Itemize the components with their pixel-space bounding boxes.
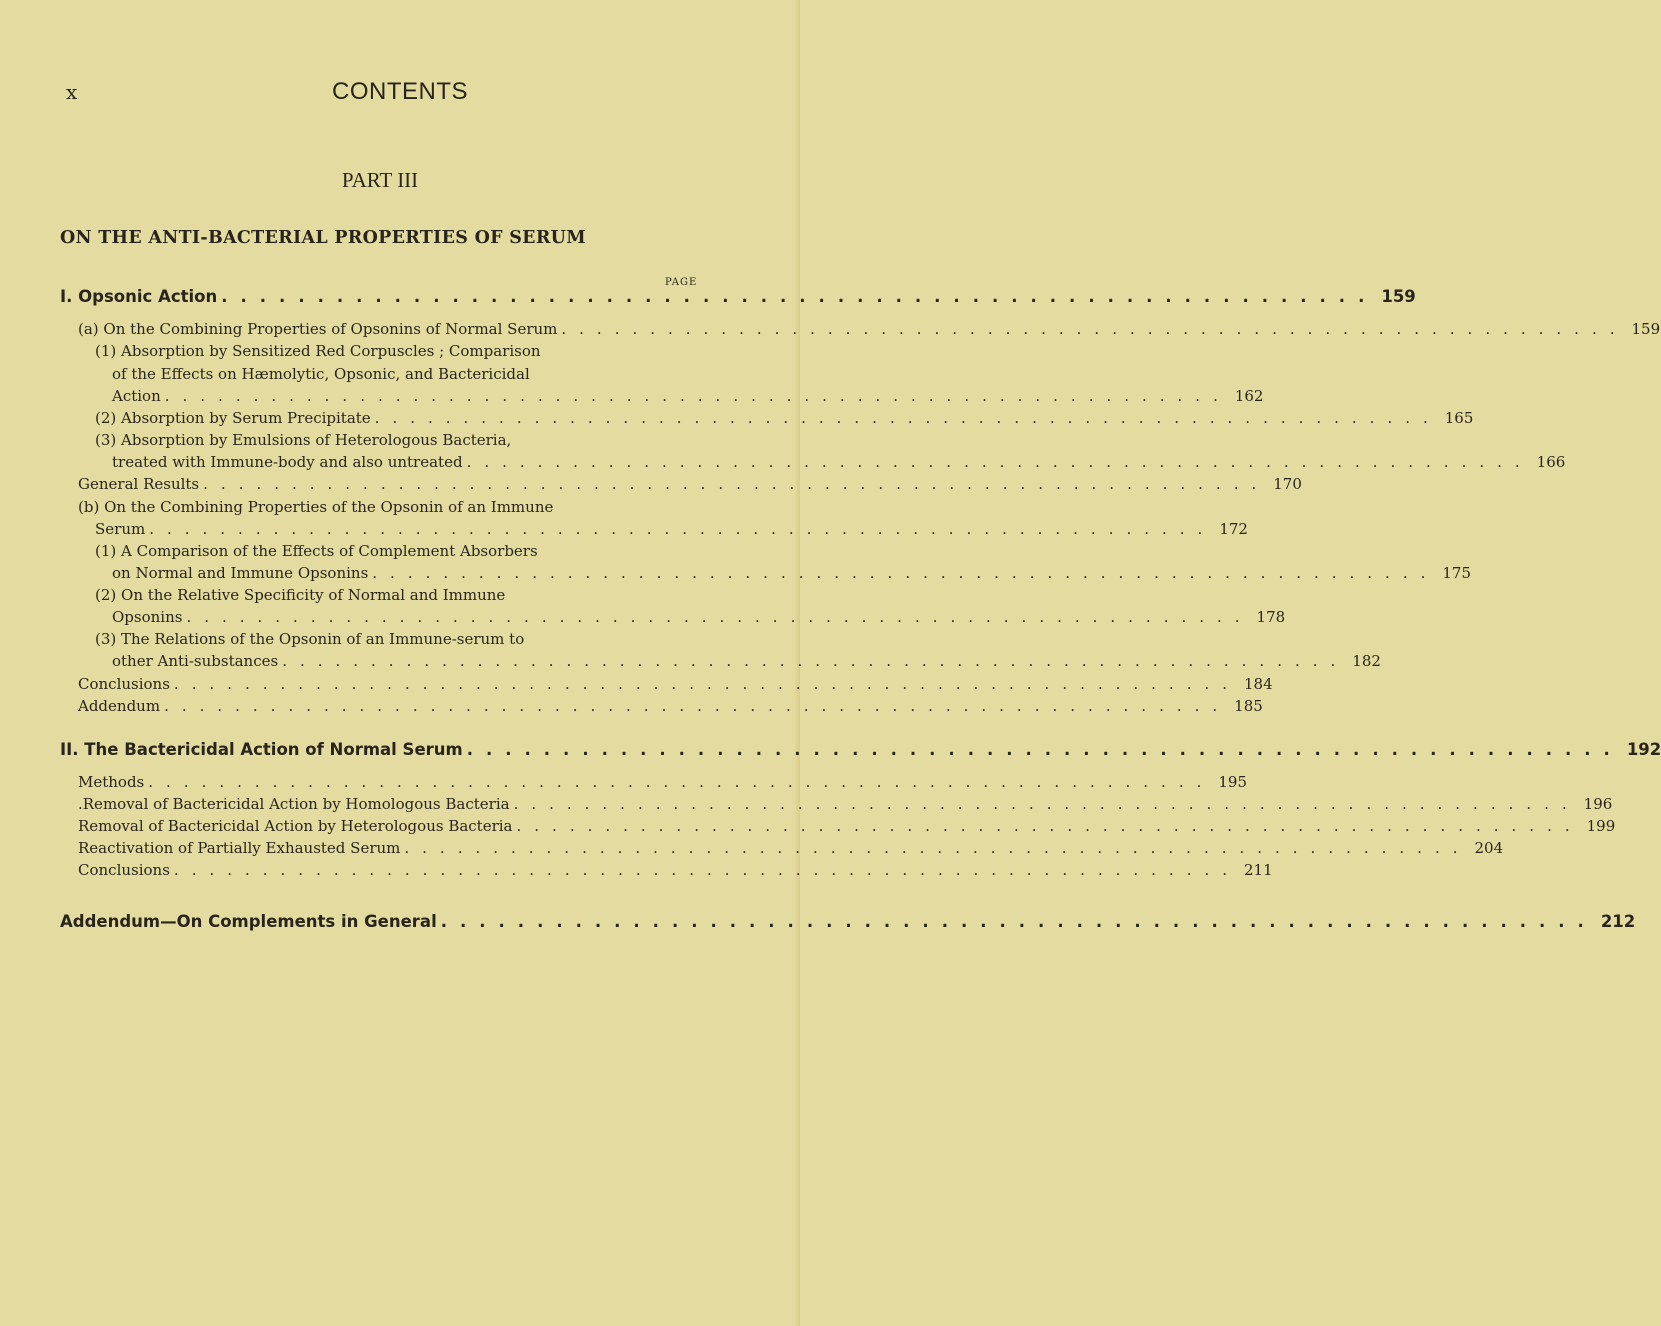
toc-entry-title: (a) On the Combining Properties of Opsonins of Normal Serum (78, 320, 558, 338)
page-column-label: PAGE (665, 277, 698, 288)
dot-leader: ............................................................ (148, 773, 1215, 791)
toc-entry (78, 773, 1247, 791)
toc-entry-title: II. The Bactericidal Action of Normal Serum (60, 740, 463, 759)
toc-entry-title: of the Effects on Hæmolytic, Opsonic, and Bactericidal (112, 365, 530, 383)
toc-entry (95, 586, 505, 604)
toc-entry-page: 195 (1218, 773, 1247, 791)
toc-entry-title: (3) The Relations of the Opsonin of an Immune-serum to (95, 630, 525, 648)
toc-entry-page: 211 (1244, 861, 1273, 879)
toc-entry (112, 365, 530, 383)
toc-entry (95, 342, 541, 360)
toc-entry-page: 192 (1626, 740, 1661, 759)
toc-entry-title: (2) Absorption by Serum Precipitate (95, 409, 371, 427)
toc-entry-page: 165 (1444, 409, 1474, 427)
toc-entry-page: 185 (1234, 697, 1263, 715)
toc-entry (78, 839, 1504, 857)
dot-leader: ............................................................ (203, 475, 1270, 493)
toc-entry-title: Conclusions (78, 861, 170, 879)
dot-leader: ............................................................ (374, 409, 1441, 427)
toc-entry-title: other Anti-substances (112, 652, 279, 670)
toc-entry-page: 199 (1586, 817, 1616, 835)
toc-entry-page: 159 (1631, 320, 1661, 338)
toc-entry-page: 170 (1273, 475, 1302, 493)
toc-entry (60, 740, 1661, 759)
toc-entry-title: General Results (78, 475, 200, 493)
toc-entry (78, 475, 1302, 493)
part-title: PART III (341, 168, 419, 192)
toc-entry-page: 204 (1474, 839, 1504, 857)
dot-leader: ............................................................ (149, 520, 1216, 538)
toc-entry (95, 431, 511, 449)
toc-entry-title: (b) On the Combining Properties of the Opsonin of an Immune (78, 498, 554, 516)
toc-entry (95, 520, 1248, 538)
toc-entry-page: 178 (1256, 608, 1286, 626)
toc-entry (60, 912, 1636, 931)
toc-entry-page: 166 (1536, 453, 1566, 471)
toc-entry-title: Conclusions (78, 675, 170, 693)
toc-entry-page: 184 (1244, 675, 1273, 693)
running-title: CONTENTS (332, 78, 468, 105)
dot-leader: ............................................................ (173, 675, 1241, 693)
toc-entry-page: 172 (1219, 520, 1248, 538)
dot-leader: ............................................................ (164, 387, 1231, 405)
toc-entry (112, 652, 1381, 670)
dot-leader: ............................................................ (164, 697, 1231, 715)
toc-entry-title: (2) On the Relative Specificity of Normal and Immune (95, 586, 506, 604)
toc-entry (78, 697, 1263, 715)
toc-entry-title: (1) Absorption by Sensitized Red Corpuscles ; Comparison (95, 342, 541, 360)
dot-leader: ............................................................ (516, 817, 1583, 835)
toc-entry-page: 182 (1352, 652, 1381, 670)
toc-entry (60, 287, 1416, 306)
toc-entry-title: Action (112, 387, 161, 405)
toc-entry-title: Addendum (78, 697, 161, 715)
toc-entry (112, 453, 1566, 471)
toc-entry-page: 175 (1442, 564, 1472, 582)
dot-leader: ............................................................ (186, 608, 1253, 626)
dot-leader: ............................................................ (561, 320, 1628, 338)
toc-entry (95, 630, 524, 648)
toc-entry-title: Opsonins (112, 608, 183, 626)
toc-entry-title: I. Opsonic Action (60, 287, 218, 306)
toc-entry-title: .Removal of Bactericidal Action by Homologous Bacteria (78, 795, 510, 813)
toc-entry-title: Serum (95, 520, 146, 538)
toc-entry-title: (3) Absorption by Emulsions of Heterologous Bacteria, (95, 431, 512, 449)
toc-entry (78, 675, 1273, 693)
toc-entry-page: 212 (1600, 912, 1636, 931)
dot-leader: ............................................................ (513, 795, 1580, 813)
dot-leader: ............................................................ (221, 287, 1378, 306)
toc-entry-title: Methods (78, 773, 145, 791)
toc-entry (112, 387, 1264, 405)
toc-entry (78, 320, 1661, 338)
dot-leader: ............................................................ (440, 912, 1597, 931)
toc-entry-page: 196 (1583, 795, 1613, 813)
toc-entry (112, 564, 1472, 582)
dot-leader: ............................................................ (466, 453, 1533, 471)
dot-leader: ............................................................ (372, 564, 1439, 582)
toc-entry (95, 542, 538, 560)
dot-leader: ............................................................ (282, 652, 1349, 670)
dot-leader: ............................................................ (466, 740, 1623, 759)
toc-entry (95, 409, 1474, 427)
toc-entry (78, 498, 553, 516)
dot-leader: ............................................................ (173, 861, 1241, 879)
part-heading: ON THE ANTI-BACTERIAL PROPERTIES OF SERUM (60, 228, 586, 248)
toc-entry (78, 817, 1616, 835)
toc-entry-title: Addendum—On Complements in General (60, 912, 437, 931)
toc-entry-title: (1) A Comparison of the Effects of Complement Absorbers (95, 542, 538, 560)
dot-leader: ............................................................ (404, 839, 1471, 857)
toc-entry-title: Removal of Bactericidal Action by Heterologous Bacteria (78, 817, 513, 835)
toc-entry-title: on Normal and Immune Opsonins (112, 564, 369, 582)
toc-entry-title: treated with Immune-body and also untreated (112, 453, 463, 471)
toc-entry (78, 795, 1613, 813)
toc-entry-title: Reactivation of Partially Exhausted Serum (78, 839, 401, 857)
page-number: x (66, 80, 78, 104)
toc-entry (78, 861, 1273, 879)
toc-entry (112, 608, 1286, 626)
toc-entry-page: 159 (1381, 287, 1416, 306)
toc-entry-page: 162 (1234, 387, 1264, 405)
